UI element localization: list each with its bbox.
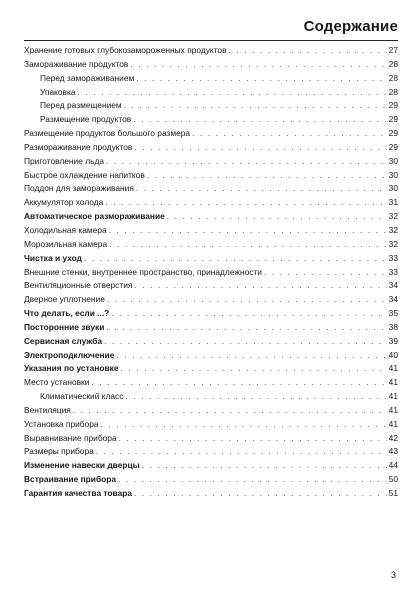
toc-entry[interactable] bbox=[24, 376, 398, 390]
toc-entry-page: 30 bbox=[388, 155, 398, 166]
toc-entry[interactable] bbox=[24, 224, 398, 238]
toc-entry[interactable] bbox=[24, 127, 398, 141]
toc-entry-page: 29 bbox=[388, 141, 398, 152]
table-of-contents bbox=[24, 44, 398, 501]
toc-leader-dots bbox=[136, 182, 387, 196]
toc-entry-title: Встраивание прибора bbox=[24, 474, 117, 485]
toc-entry-title: Перед размещением bbox=[40, 100, 122, 111]
toc-entry[interactable] bbox=[24, 487, 398, 501]
toc-leader-dots bbox=[264, 266, 387, 280]
toc-entry-title: Поддон для замораживания bbox=[24, 183, 134, 194]
toc-leader-dots bbox=[109, 224, 387, 238]
toc-entry[interactable] bbox=[24, 362, 398, 376]
toc-entry[interactable] bbox=[24, 169, 398, 183]
toc-entry-page: 34 bbox=[388, 294, 398, 305]
toc-entry-title: Размораживание продуктов bbox=[24, 141, 133, 152]
toc-entry-page: 32 bbox=[388, 224, 398, 235]
toc-entry-title: Морозильная камера bbox=[24, 238, 108, 249]
toc-entry[interactable] bbox=[24, 293, 398, 307]
toc-entry[interactable] bbox=[24, 266, 398, 280]
toc-leader-dots bbox=[96, 445, 387, 459]
toc-entry-title: Гарантия качества товара bbox=[24, 488, 132, 498]
toc-entry[interactable] bbox=[24, 72, 398, 86]
toc-entry-title: Дверное уплотнение bbox=[24, 294, 105, 305]
toc-entry-page: 32 bbox=[388, 238, 398, 249]
toc-entry-page: 29 bbox=[388, 128, 398, 139]
toc-entry-page: 34 bbox=[388, 280, 398, 291]
toc-entry[interactable] bbox=[24, 58, 398, 72]
toc-entry[interactable] bbox=[24, 404, 398, 418]
toc-leader-dots bbox=[136, 72, 386, 86]
toc-entry-page: 41 bbox=[388, 363, 398, 374]
toc-entry-title: Изменение навески дверцы bbox=[24, 460, 140, 471]
toc-leader-dots bbox=[78, 86, 387, 100]
toc-entry-page: 30 bbox=[388, 183, 398, 194]
toc-leader-dots bbox=[134, 487, 387, 501]
toc-entry[interactable] bbox=[24, 418, 398, 432]
toc-entry-title: Приготовление льда bbox=[24, 155, 104, 166]
toc-entry-page: 33 bbox=[388, 252, 398, 263]
toc-leader-dots bbox=[73, 404, 387, 418]
toc-entry-title: Место установки bbox=[24, 377, 90, 388]
toc-entry[interactable] bbox=[24, 155, 398, 169]
toc-leader-dots bbox=[105, 196, 386, 210]
toc-entry-page: 28 bbox=[388, 58, 398, 69]
toc-entry-page: 30 bbox=[388, 169, 398, 180]
toc-entry-title: Размеры прибора bbox=[24, 446, 94, 457]
toc-entry-title: Сервисная служба bbox=[24, 335, 103, 346]
toc-entry-title: Посторонние звуки bbox=[24, 321, 105, 332]
toc-entry-page: 39 bbox=[388, 335, 398, 346]
toc-entry-page: 41 bbox=[388, 391, 398, 402]
toc-entry-title: Аккумулятор холода bbox=[24, 197, 104, 208]
toc-entry-page: 32 bbox=[388, 211, 398, 222]
toc-entry-title: Размещение продуктов большого размера bbox=[24, 128, 191, 139]
toc-leader-dots bbox=[134, 141, 386, 155]
toc-leader-dots bbox=[106, 155, 387, 169]
toc-entry-title: Автоматическое размораживание bbox=[24, 211, 165, 222]
toc-entry-title: Холодильная камера bbox=[24, 224, 107, 235]
toc-leader-dots bbox=[147, 169, 387, 183]
toc-leader-dots bbox=[134, 279, 386, 293]
toc-entry-page: 40 bbox=[388, 349, 398, 360]
toc-entry-title: Вентиляционные отверстия bbox=[24, 280, 133, 291]
toc-entry-title: Что делать, если ...? bbox=[24, 308, 110, 319]
toc-leader-dots bbox=[104, 335, 387, 349]
toc-entry[interactable] bbox=[24, 210, 398, 224]
toc-leader-dots bbox=[107, 293, 387, 307]
toc-leader-dots bbox=[121, 362, 387, 376]
toc-entry[interactable] bbox=[24, 141, 398, 155]
toc-entry-page: 44 bbox=[388, 460, 398, 471]
toc-leader-dots bbox=[118, 473, 387, 487]
toc-leader-dots bbox=[124, 99, 387, 113]
toc-leader-dots bbox=[84, 252, 387, 266]
toc-leader-dots bbox=[229, 44, 387, 58]
toc-entry-page: 27 bbox=[388, 45, 398, 55]
toc-entry-title: Замораживание продуктов bbox=[24, 58, 129, 69]
toc-entry-title: Выравнивание прибора bbox=[24, 432, 117, 443]
toc-entry-page: 50 bbox=[388, 474, 398, 485]
toc-entry[interactable] bbox=[24, 238, 398, 252]
toc-entry[interactable] bbox=[24, 349, 398, 363]
toc-entry-page: 31 bbox=[388, 197, 398, 208]
toc-entry-page: 51 bbox=[388, 488, 398, 498]
toc-entry[interactable] bbox=[24, 307, 398, 321]
toc-entry[interactable] bbox=[24, 182, 398, 196]
toc-entry-page: 41 bbox=[388, 404, 398, 415]
toc-leader-dots bbox=[119, 432, 387, 446]
toc-entry-page: 29 bbox=[388, 114, 398, 125]
toc-entry-title: Упаковка bbox=[40, 86, 76, 97]
toc-entry[interactable] bbox=[24, 99, 398, 113]
toc-entry[interactable] bbox=[24, 459, 398, 473]
toc-entry[interactable] bbox=[24, 335, 398, 349]
toc-entry-title: Вентиляция bbox=[24, 404, 71, 415]
toc-entry-page: 41 bbox=[388, 377, 398, 388]
toc-entry-title: Быстрое охлаждение напитков bbox=[24, 169, 145, 180]
toc-leader-dots bbox=[101, 418, 387, 432]
toc-entry-title: Указания по установке bbox=[24, 363, 119, 374]
toc-entry[interactable] bbox=[24, 44, 398, 58]
toc-entry-title: Установка прибора bbox=[24, 418, 99, 429]
toc-leader-dots bbox=[133, 113, 386, 127]
toc-leader-dots bbox=[142, 459, 387, 473]
toc-leader-dots bbox=[106, 321, 386, 335]
toc-entry-page: 28 bbox=[388, 72, 398, 83]
toc-entry-page: 29 bbox=[388, 100, 398, 111]
title-divider bbox=[24, 40, 398, 41]
toc-entry-page: 41 bbox=[388, 418, 398, 429]
toc-leader-dots bbox=[125, 390, 386, 404]
toc-leader-dots bbox=[116, 349, 386, 363]
toc-entry-page: 38 bbox=[388, 321, 398, 332]
toc-entry-title: Перед замораживанием bbox=[40, 72, 135, 83]
toc-entry-title: Внешние стенки, внутреннее пространство, принадлежности bbox=[24, 266, 262, 277]
toc-entry-page: 28 bbox=[388, 86, 398, 97]
toc-entry-page: 35 bbox=[388, 308, 398, 319]
toc-entry-title: Чистка и уход bbox=[24, 252, 82, 263]
toc-entry[interactable] bbox=[24, 390, 398, 404]
toc-entry[interactable] bbox=[24, 113, 398, 127]
toc-entry-page: 42 bbox=[388, 432, 398, 443]
toc-entry-title: Климатический класс bbox=[40, 391, 124, 402]
toc-entry[interactable] bbox=[24, 432, 398, 446]
toc-leader-dots bbox=[109, 238, 387, 252]
toc-entry[interactable] bbox=[24, 321, 398, 335]
toc-entry-page: 33 bbox=[388, 266, 398, 277]
toc-entry[interactable] bbox=[24, 445, 398, 459]
toc-leader-dots bbox=[91, 376, 386, 390]
toc-entry-title: Хранение готовых глубокозамороженных продуктов bbox=[24, 45, 227, 55]
toc-entry[interactable] bbox=[24, 473, 398, 487]
toc-entry[interactable] bbox=[24, 196, 398, 210]
page-title: Содержание bbox=[303, 18, 398, 35]
toc-leader-dots bbox=[111, 307, 386, 321]
page-number: 3 bbox=[390, 570, 396, 580]
toc-entry[interactable] bbox=[24, 279, 398, 293]
toc-leader-dots bbox=[192, 127, 387, 141]
toc-leader-dots bbox=[130, 58, 386, 72]
toc-leader-dots bbox=[167, 210, 387, 224]
toc-entry[interactable] bbox=[24, 252, 398, 266]
toc-entry-page: 43 bbox=[388, 446, 398, 457]
toc-entry[interactable] bbox=[24, 86, 398, 100]
toc-entry-title: Размещение продуктов bbox=[40, 114, 132, 125]
toc-entry-title: Электроподключение bbox=[24, 349, 115, 360]
